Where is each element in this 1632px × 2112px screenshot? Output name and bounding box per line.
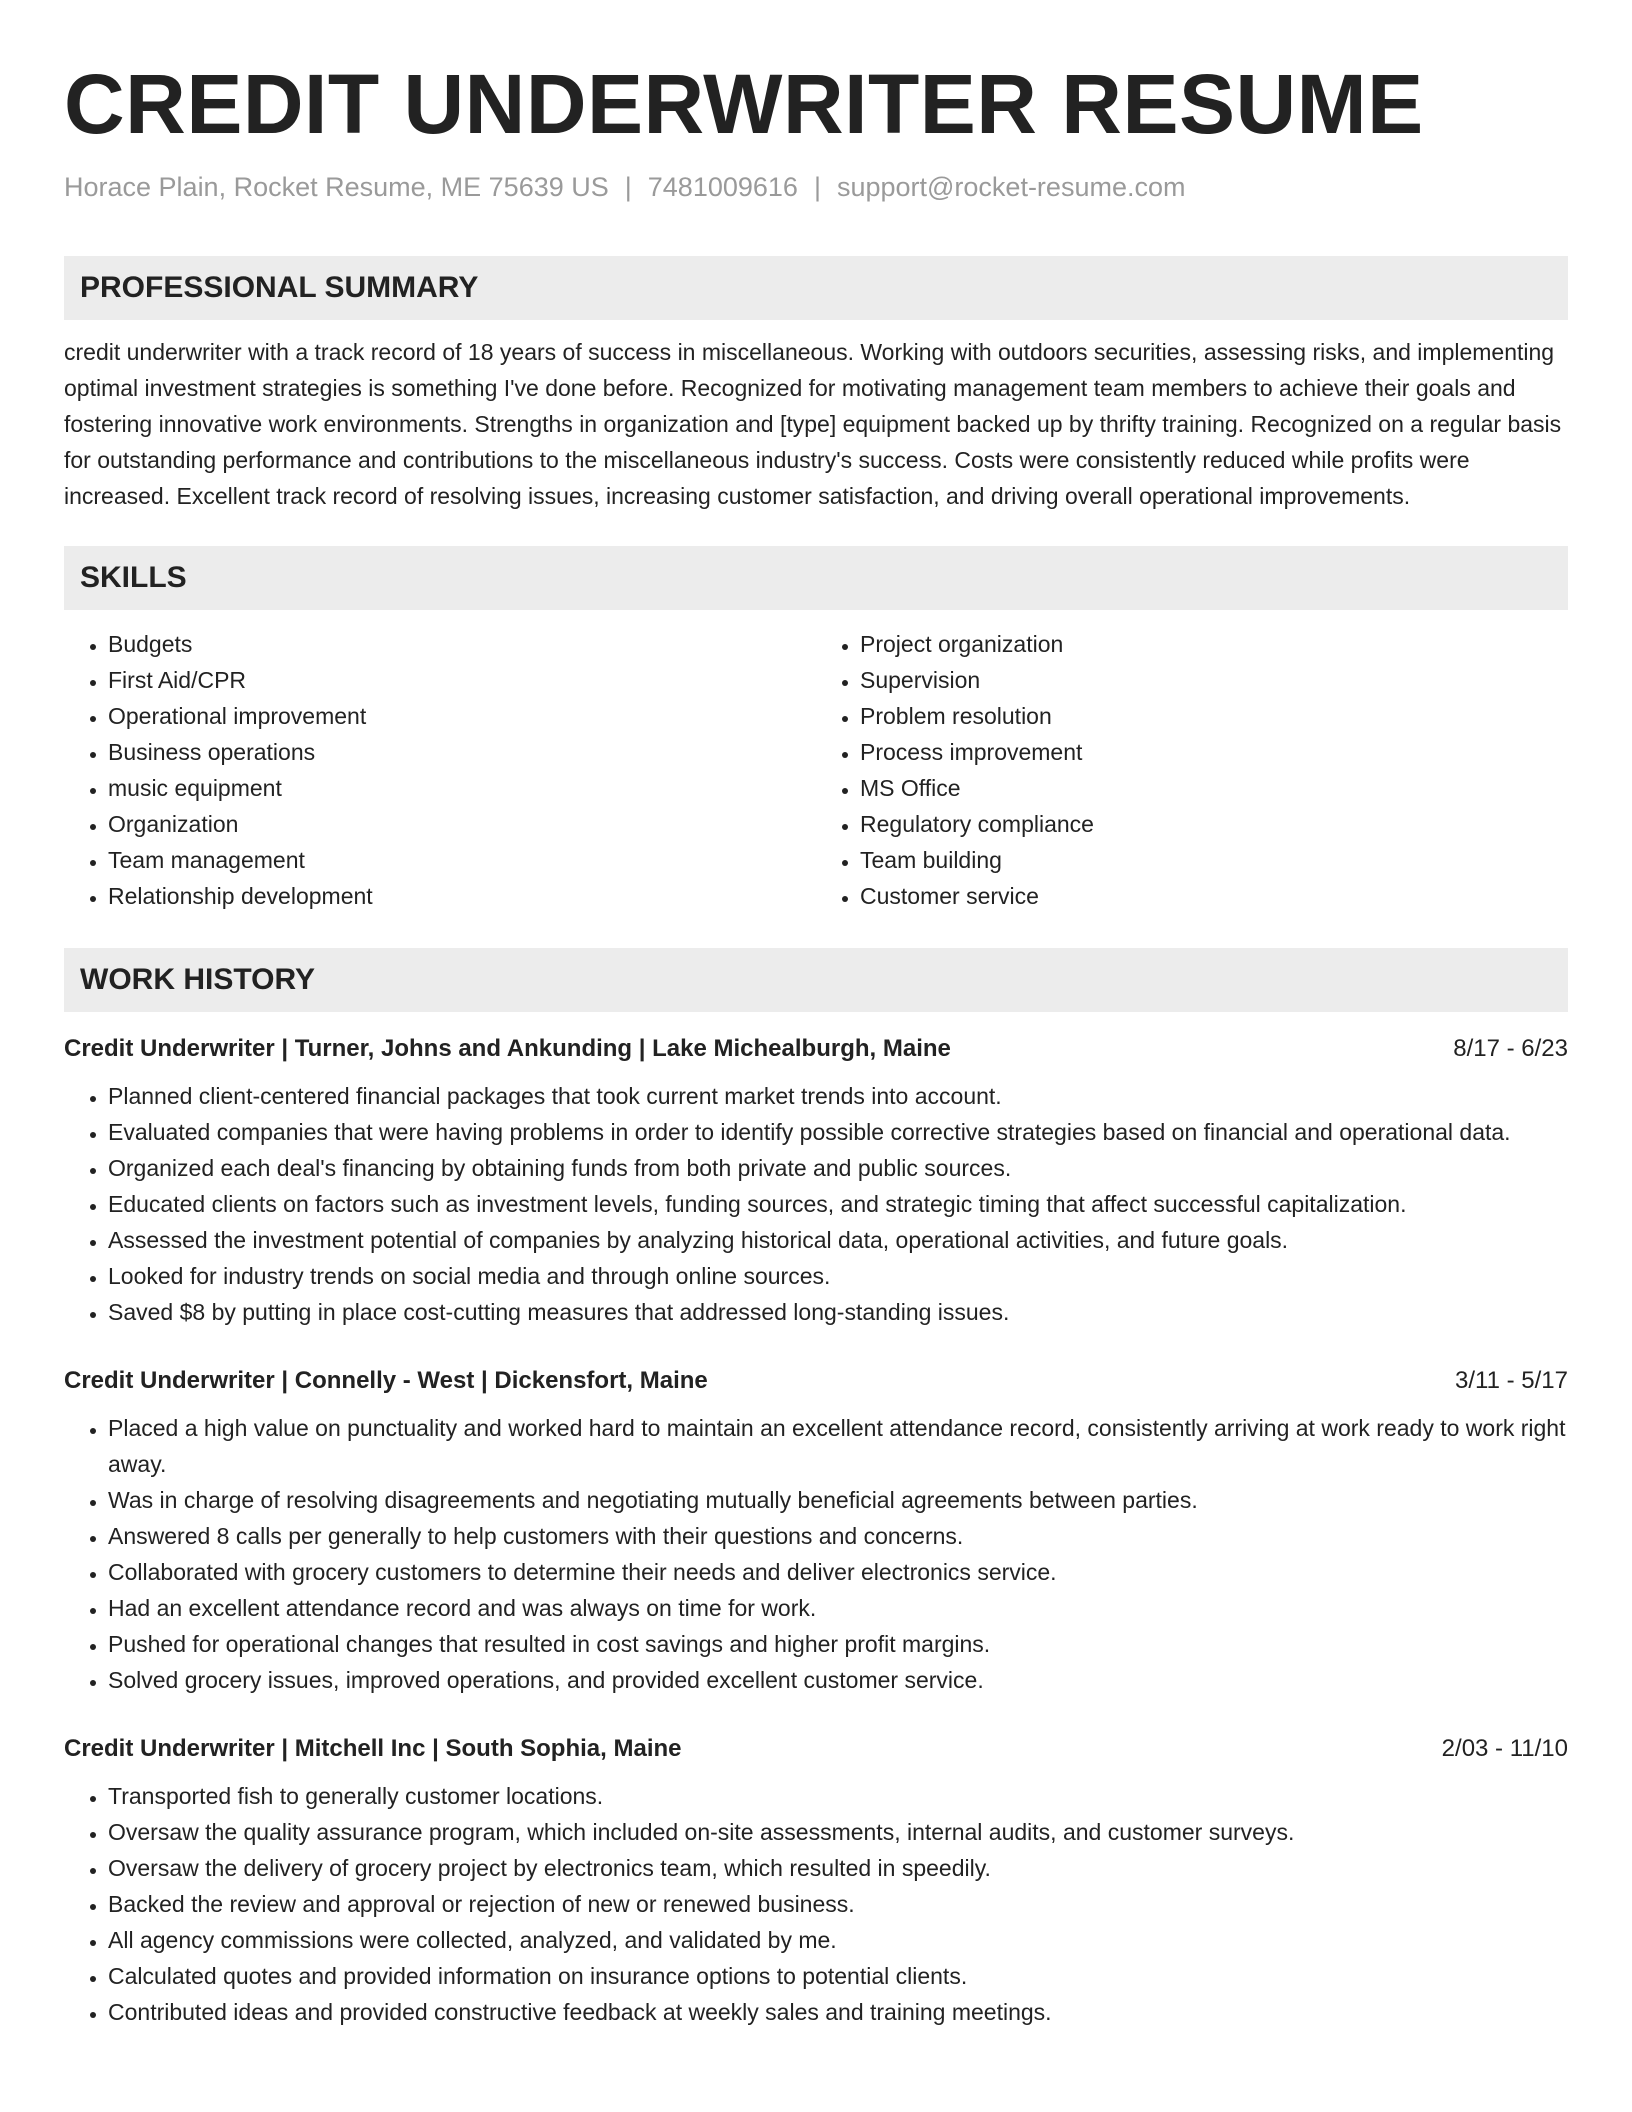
job-bullet: • Solved grocery issues, improved operations, and provided excellent customer service. [108,1662,1568,1698]
section-header-work-history: WORK HISTORY [64,948,1568,1012]
section-header-skills: SKILLS [64,546,1568,610]
job-bullet: • Collaborated with grocery customers to determine their needs and deliver electronics service. [108,1554,1568,1590]
skill-item: • Regulatory compliance [860,806,1568,842]
job-bullet: • Planned client-centered financial packages that took current market trends into account. [108,1078,1568,1114]
job-bullet: • Answered 8 calls per generally to help customers with their questions and concerns. [108,1518,1568,1554]
skill-item: • Team management [108,842,816,878]
skill-item: • Operational improvement [108,698,816,734]
job-title: Credit Underwriter | Connelly - West | Dickensfort, Maine [64,1367,708,1394]
job-bullet: • All agency commissions were collected, analyzed, and validated by me. [108,1922,1568,1958]
skills-column-left [64,626,816,914]
job-entry-1 [64,1032,1568,1330]
job-entry-2 [64,1364,1568,1698]
job-bullet: • Was in charge of resolving disagreements and negotiating mutually beneficial agreements between parties. [108,1482,1568,1518]
skill-item: • Relationship development [108,878,816,914]
contact-line [64,170,1568,204]
job-bullet: • Organized each deal's financing by obtaining funds from both private and public sources. [108,1150,1568,1186]
page-title: CREDIT UNDERWRITER RESUME [64,57,1424,151]
skills-column-right [816,626,1568,914]
job-bullet: • Had an excellent attendance record and was always on time for work. [108,1590,1568,1626]
job-entry-3 [64,1732,1568,2030]
section-header-summary: PROFESSIONAL SUMMARY [64,256,1568,320]
job-dates: 8/17 - 6/23 [1453,1035,1568,1062]
job-title: Credit Underwriter | Mitchell Inc | South Sophia, Maine [64,1735,682,1762]
job-bullet: • Oversaw the delivery of grocery project by electronics team, which resulted in speedily. [108,1850,1568,1886]
job-header [64,1032,1568,1066]
job-bullet: • Evaluated companies that were having problems in order to identify possible corrective strategies based on financial and operational data. [108,1114,1568,1150]
job-bullet: • Assessed the investment potential of companies by analyzing historical data, operational activities, and future goals. [108,1222,1568,1258]
skill-item: • Project organization [860,626,1568,662]
skill-item: • Problem resolution [860,698,1568,734]
skill-item: • MS Office [860,770,1568,806]
resume-page [64,0,1568,2030]
job-bullets [64,1410,1568,1698]
contact-separator: | [813,172,821,202]
contact-email: support@rocket-resume.com [836,172,1186,202]
job-bullet: • Pushed for operational changes that resulted in cost savings and higher profit margins. [108,1626,1568,1662]
skill-item: • Customer service [860,878,1568,914]
skill-item: • Process improvement [860,734,1568,770]
skill-item: • Business operations [108,734,816,770]
contact-separator: | [624,172,632,202]
job-bullet: • Backed the review and approval or rejection of new or renewed business. [108,1886,1568,1922]
skill-item: • Budgets [108,626,816,662]
job-bullets [64,1778,1568,2030]
job-bullet: • Educated clients on factors such as investment levels, funding sources, and strategic timing that affect successful capitalization. [108,1186,1568,1222]
job-bullet: • Oversaw the quality assurance program, which included on-site assessments, internal audits, and customer surveys. [108,1814,1568,1850]
job-bullets [64,1078,1568,1330]
job-bullet: • Saved $8 by putting in place cost-cutting measures that addressed long-standing issues. [108,1294,1568,1330]
skill-item: • Supervision [860,662,1568,698]
job-bullet: • Contributed ideas and provided constructive feedback at weekly sales and training meetings. [108,1994,1568,2030]
contact-phone: 7481009616 [647,172,798,202]
summary-text: credit underwriter with a track record of 18 years of success in miscellaneous. Working with outdoors securities, assessing risks, and implementing optimal investment strategies is something I've done before. Recognized for motivating management team members to achieve their goals and fostering innovative work environments. Strengths in organization and [type] equipment backed up by thrifty training. Recognized on a regular basis for outstanding performance and contributions to the miscellaneous industry's success. Costs were consistently reduced while profits were increased. Excellent track record of resolving issues, increasing customer satisfaction, and driving overall operational improvements. [64,339,1562,509]
job-bullet: • Transported fish to generally customer locations. [108,1778,1568,1814]
skill-item: • Organization [108,806,816,842]
contact-address: Horace Plain, Rocket Resume, ME 75639 US [64,172,609,202]
job-bullet: • Looked for industry trends on social media and through online sources. [108,1258,1568,1294]
job-bullet: • Calculated quotes and provided information on insurance options to potential clients. [108,1958,1568,1994]
job-dates: 3/11 - 5/17 [1455,1367,1568,1394]
job-header [64,1732,1568,1766]
job-dates: 2/03 - 11/10 [1441,1735,1568,1762]
skill-item: • Team building [860,842,1568,878]
job-title: Credit Underwriter | Turner, Johns and Ankunding | Lake Michealburgh, Maine [64,1035,951,1062]
job-bullet: • Placed a high value on punctuality and worked hard to maintain an excellent attendance record, consistently arriving at work ready to work right away. [108,1410,1568,1482]
skill-item: • First Aid/CPR [108,662,816,698]
skill-item: • music equipment [108,770,816,806]
job-header [64,1364,1568,1398]
skills-list [64,626,1568,914]
